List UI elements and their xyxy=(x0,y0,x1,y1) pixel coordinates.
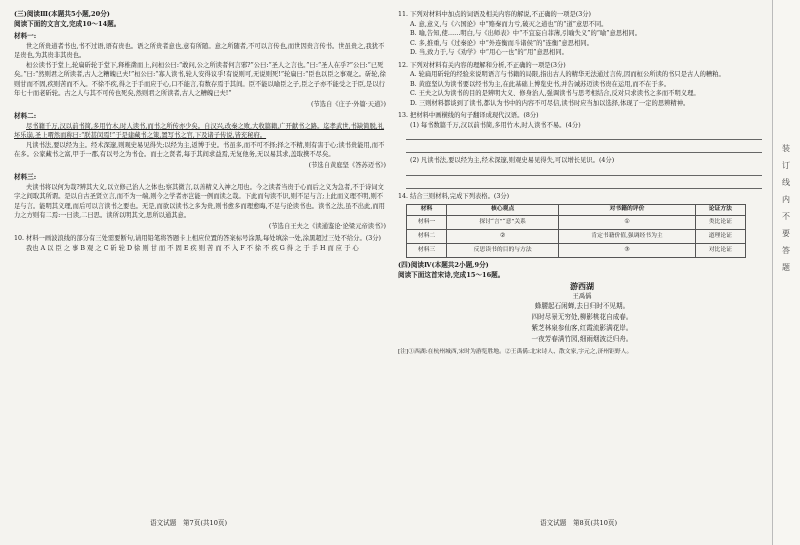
question-12: 12. 下列对材料有关内容的理解和分析,不正确的一项是(3分) xyxy=(398,61,566,69)
table-header: 核心观点 xyxy=(446,205,558,216)
poem-title: 游西湖 xyxy=(570,281,594,291)
question-10-sentence: 我也 A 以 臣 之 事 B 观 之 C 斫 轮 D 徐 则 甘 而 不 固 E 疾 则 苦 而 不 入 F 不 徐 不 疾 G 得 之 于 手 H 而 应 于 心 xyxy=(26,244,359,252)
table-cell: 材料二 xyxy=(407,230,447,244)
table-row xyxy=(407,244,746,258)
poem-note: [注]①西湖:在杭州城西,宋时为游览胜地。②王禹偁:北宋诗人、散文家,字元之,济州钜野人。 xyxy=(398,349,633,355)
material-one-title: 材料一: xyxy=(14,32,37,40)
answer-line xyxy=(406,166,762,176)
material-two-title: 材料二: xyxy=(14,112,37,120)
answer-line xyxy=(406,143,762,153)
q14-table xyxy=(406,204,746,258)
q13-sentence-1: (1) 每书数篇千万,汉以前书简,多用竹木,时人读书不易。(4分) xyxy=(410,121,581,129)
poem-line: 一夜芳春满竹园,细雨烟波泛归舟。 xyxy=(531,335,633,343)
section-heading: (三)阅读Ⅲ(本题共5小题,20分) xyxy=(14,10,110,18)
question-10: 10. 材料一画波浪线的部分有三处需要断句,请用铅笔将答题卡上相应位置的答案标号涂黑,每处填涂一处,涂黑超过三处不给分。(3分) xyxy=(14,235,381,242)
answer-line xyxy=(406,179,762,189)
table-cell: 道理论证 xyxy=(695,230,745,244)
table-cell: ③ xyxy=(559,244,695,258)
table-header: 材料 xyxy=(407,205,447,216)
poem-line: 紫芝林泉参仙客,红霞流影满花岸。 xyxy=(531,324,633,332)
question-11: 11. 下列对材料中加点的词语及相关内容的解说,不正确的一项是(3分) xyxy=(398,11,591,18)
binding-warning: 装 订 线 内 不 要 答 题 xyxy=(782,144,790,272)
table-cell: 材料三 xyxy=(407,244,447,258)
table-cell: ② xyxy=(446,230,558,244)
material-two-para-1: 尽书籍千万,汉以前书简,多用竹木,时人读书,而书之所传亦少矣。自汉兴,改秦之败,大收篇籍,广开献书之路。迄孝武世,书缺简脱,礼坏乐崩,圣上喟然而称曰:“朕甚闵焉!”于是建藏书之策,置写书之官,下及诸子传说,皆充秘府。 xyxy=(14,122,385,139)
question-14: 14. 结合三则材料,完成下列表格。(3分) xyxy=(398,192,510,200)
poem-author: 王禹偁 xyxy=(572,292,592,300)
poem-instruction: 阅读下面这首宋诗,完成15～16题。 xyxy=(398,270,505,279)
section-4-heading: (四)阅读Ⅳ(本题共2小题,9分) xyxy=(398,261,489,269)
table-header-row xyxy=(407,205,746,216)
poem-line: 蜂腰起石闲蝉,去日归时不见期。 xyxy=(534,302,630,310)
table-cell: ① xyxy=(559,216,695,230)
q12-option-a: A. 轮扁用斫轮的经验来说明语言与书籍的局限,指出古人的精华无法通过言传,因而桓公所读的书只是古人的糟粕。 xyxy=(410,71,725,78)
table-cell: 探讨“言”“意”关系 xyxy=(446,216,558,230)
table-cell: 类比论证 xyxy=(695,216,745,230)
question-13: 13. 把材料中画横线的句子翻译成现代汉语。(8分) xyxy=(398,112,539,119)
q11-option-c: C. 多,推重,与《过秦论》中“外连衡而斗诸侯”的“连衡”意思相同。 xyxy=(410,39,593,47)
q11-option-d: D. 当,致力于,与《劝学》中“用心一也”的“用”意思相同。 xyxy=(410,49,568,56)
table-cell: 肯定书籍价值,强调经书为主 xyxy=(559,230,695,244)
binding-margin xyxy=(772,0,800,545)
table-row xyxy=(407,230,746,244)
material-two-source: (节选自黄庭坚《答苏迈书》) xyxy=(308,161,386,169)
table-header: 对书籍的评价 xyxy=(559,205,695,216)
table-header: 论证方法 xyxy=(695,205,745,216)
material-three-para-1: 夫读书将以何为哉?辨其大义,以立修己治人之体也;察其微言,以善精义入神之用也。今之读者当贵于心而后之义为急者,不于诗词文字之间取其所谓。是以自古圣贤立言,而不为一端,则今之学者亦岂能一例而读之哉。下此而句读不识,则不足与言;上此而义理不明,则不足与言。能明其义理,而后可以言读书之要也。无是,而欲以读书之多为贵,则书愈多而理愈晦,不足与论读书也。读书之法,虽不出此,而用力之方则有二焉:一曰读,二曰思。读所以明其文,思所以通其意。 xyxy=(14,183,385,219)
material-three-title: 材料三: xyxy=(14,173,37,181)
reading-instruction: 阅读下面的文言文,完成10～14题。 xyxy=(14,19,121,28)
q13-sentence-2: (2) 凡读书法,要以经为主,经术深邃,则观史易见得失,可以增长见识。(4分) xyxy=(410,157,615,164)
table-row xyxy=(407,216,746,230)
material-one-source: (节选自《庄子·外篇·天道》) xyxy=(310,100,386,108)
table-cell: 反思读书的目的与方法 xyxy=(446,244,558,258)
poem-line: 四时尽景无穷处,柳影桃花自成春。 xyxy=(531,313,633,321)
q12-option-b: B. 黄庭坚认为读书要以经书为主,在此基础上博览史书,并告诫苏迈读书贵在运用,而不在于多。 xyxy=(410,80,671,88)
material-one-para-2: 桓公读书于堂上,轮扁斫轮于堂下,释椎凿而上,问桓公曰:“敢问,公之所读者何言邪?”公曰:“圣人之言也。”曰:“圣人在乎?”公曰:“已死矣。”曰:“然则君之所读者,古人之糟魄已夫!”桓公曰:“寡人读书,轮人安得议乎!有说则可,无说则死!”轮扁曰:“臣也以臣之事观之。斫轮,徐则甘而不固,疾则苦而不入。不徐不疾,得之于手而应于心,口不能言,有数存焉于其间。臣不能以喻臣之子,臣之子亦不能受之于臣,是以行年七十而老斫轮。古之人与其不可传也死矣,然则君之所读者,古人之糟魄已夫!” xyxy=(14,61,386,97)
q12-option-d: D. 三则材料都谈到了读书,都认为书中的内容不可尽信,读书时应当加以选择,体现了一定的思辨精神。 xyxy=(410,99,690,107)
material-three-source: (节选自王夫之《读通鉴论·论梁元帝读书》) xyxy=(268,222,386,230)
right-column xyxy=(398,10,766,510)
page-footer-left: 语文试题 第7页(共10页) xyxy=(150,519,228,527)
table-cell: 对比论证 xyxy=(695,244,745,258)
answer-line xyxy=(406,130,762,140)
material-one-para-1: 世之所贵道者书也,书不过语,语有贵也。语之所贵者意也,意有所随。意之所随者,不可以言传也,而世因贵言传书。世虽贵之,我犹不足贵也,为其贵非其贵也。 xyxy=(14,42,385,59)
page-footer-right: 语文试题 第8页(共10页) xyxy=(540,519,618,527)
left-column xyxy=(14,10,386,510)
q11-option-a: A. 意,意义,与《六国论》中“赂秦而力亏,破灭之道也”的“道”意思不同。 xyxy=(410,20,608,28)
table-cell: 材料一 xyxy=(407,216,447,230)
material-two-para-2: 凡读书法,要以经为主。经术深邃,则观史易见得失;以经为主,返博于史。书虽多,而不可不择;择之不精,则有害于心;读书贵能用,而不在多。公家藏书之富,甲于一郡,有以号之为书仓。而士之贤者,每于其间求益焉,无复他务,无以易其求,盖取携不尽矣。 xyxy=(14,141,385,158)
q12-option-c: C. 王夫之认为读书的目的是辨明大义、修身治人,强调读书与思考相结合,反对只求读书之多而不明义理。 xyxy=(410,90,700,97)
q11-option-b: B. 喻,告知,使……明白,与《出师表》中“不宜妄自菲薄,引喻失义”的“喻”意思相同。 xyxy=(410,30,642,37)
